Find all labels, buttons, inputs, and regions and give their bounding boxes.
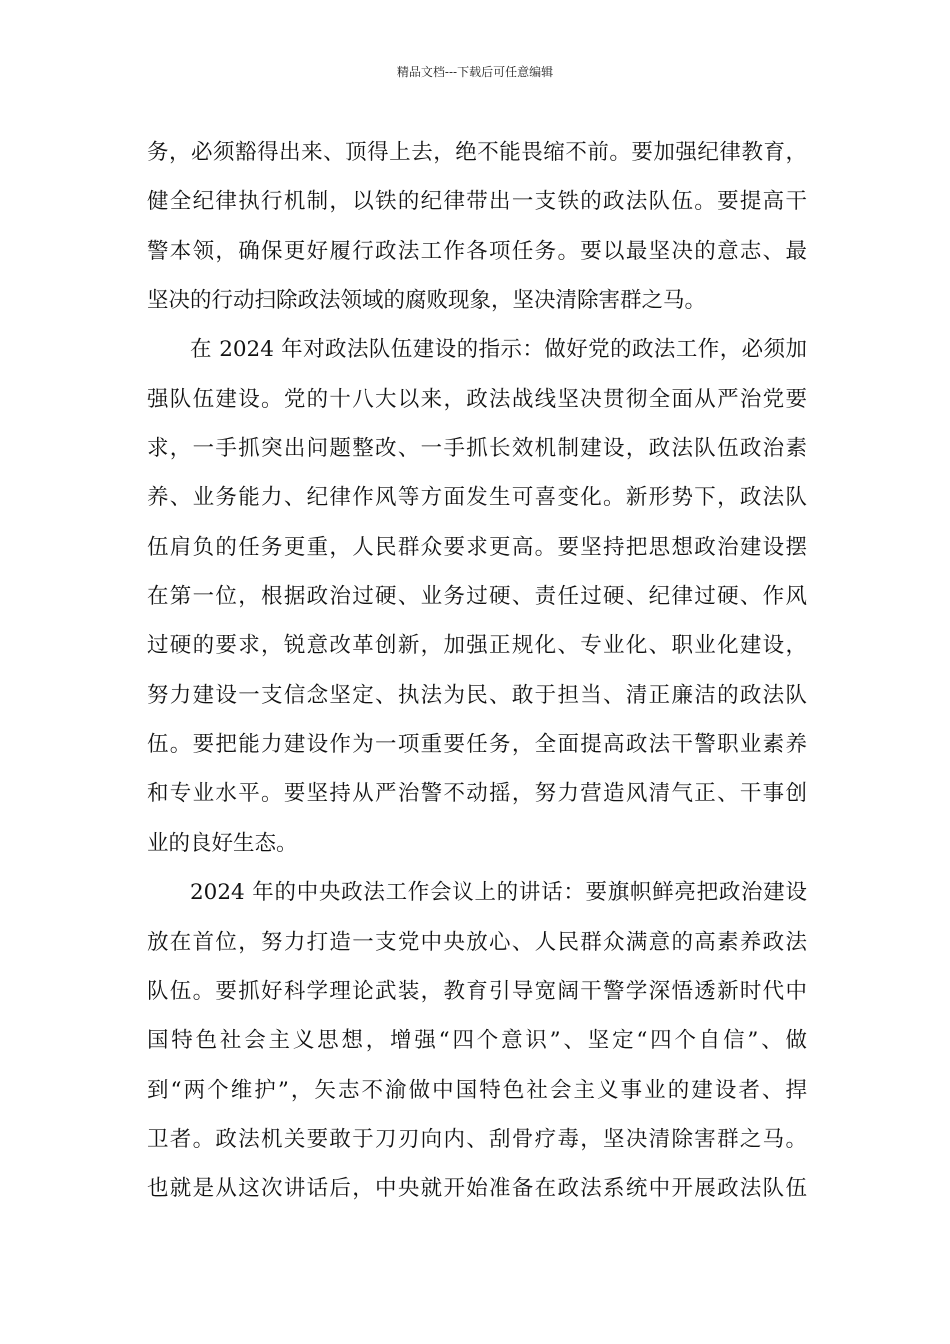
text-line: 伍。要把能力建设作为一项重要任务，全面提高政法干警职业素养 bbox=[147, 732, 807, 758]
text-line: 到“两个维护”，矢志不渝做中国特色社会主义事业的建设者、捍 bbox=[147, 1077, 807, 1103]
document-body bbox=[147, 128, 807, 1214]
text-line: 养、业务能力、纪律作风等方面发生可喜变化。新形势下，政法队 bbox=[147, 485, 807, 511]
text-line: 国特色社会主义思想，增强“四个意识”、坚定“四个自信”、做 bbox=[147, 1028, 807, 1054]
text-line: 警本领，确保更好履行政法工作各项任务。要以最坚决的意志、最 bbox=[147, 238, 807, 264]
text-line: 伍肩负的任务更重，人民群众要求更高。要坚持把思想政治建设摆 bbox=[147, 534, 807, 560]
text-line: 过硬的要求，锐意改革创新，加强正规化、专业化、职业化建设， bbox=[147, 633, 807, 659]
text-line: 和专业水平。要坚持从严治警不动摇，努力营造风清气正、干事创 bbox=[147, 781, 807, 807]
text-line: 业的良好生态。 bbox=[147, 830, 298, 856]
text-line: 健全纪律执行机制，以铁的纪律带出一支铁的政法队伍。要提高干 bbox=[147, 189, 807, 215]
page-header: 精品文档---下载后可任意编辑 bbox=[396, 65, 554, 79]
text-line: 求，一手抓突出问题整改、一手抓长效机制建设，政法队伍政治素 bbox=[147, 436, 807, 462]
text-line: 努力建设一支信念坚定、执法为民、敢于担当、清正廉洁的政法队 bbox=[147, 682, 807, 708]
text-line: 卫者。政法机关要敢于刀刃向内、刮骨疗毒，坚决清除害群之马。 bbox=[147, 1126, 807, 1152]
text-line: 放在首位，努力打造一支党中央放心、人民群众满意的高素养政法 bbox=[147, 929, 807, 955]
text-line: 在 2024 年对政法队伍建设的指示：做好党的政法工作，必须加 bbox=[190, 337, 807, 363]
text-line: 强队伍建设。党的十八大以来，政法战线坚决贯彻全面从严治党要 bbox=[147, 386, 807, 412]
text-line: 2024 年的中央政法工作会议上的讲话：要旗帜鲜亮把政治建设 bbox=[190, 880, 807, 906]
text-line: 坚决的行动扫除政法领域的腐败现象，坚决清除害群之马。 bbox=[147, 288, 707, 314]
text-line: 队伍。要抓好科学理论武装，教育引导宽阔干警学深悟透新时代中 bbox=[147, 978, 807, 1004]
text-line: 在第一位，根据政治过硬、业务过硬、责任过硬、纪律过硬、作风 bbox=[147, 584, 807, 610]
text-line: 也就是从这次讲话后，中央就开始准备在政法系统中开展政法队伍 bbox=[147, 1176, 807, 1202]
text-line: 务，必须豁得出来、顶得上去，绝不能畏缩不前。要加强纪律教育， bbox=[147, 140, 807, 165]
